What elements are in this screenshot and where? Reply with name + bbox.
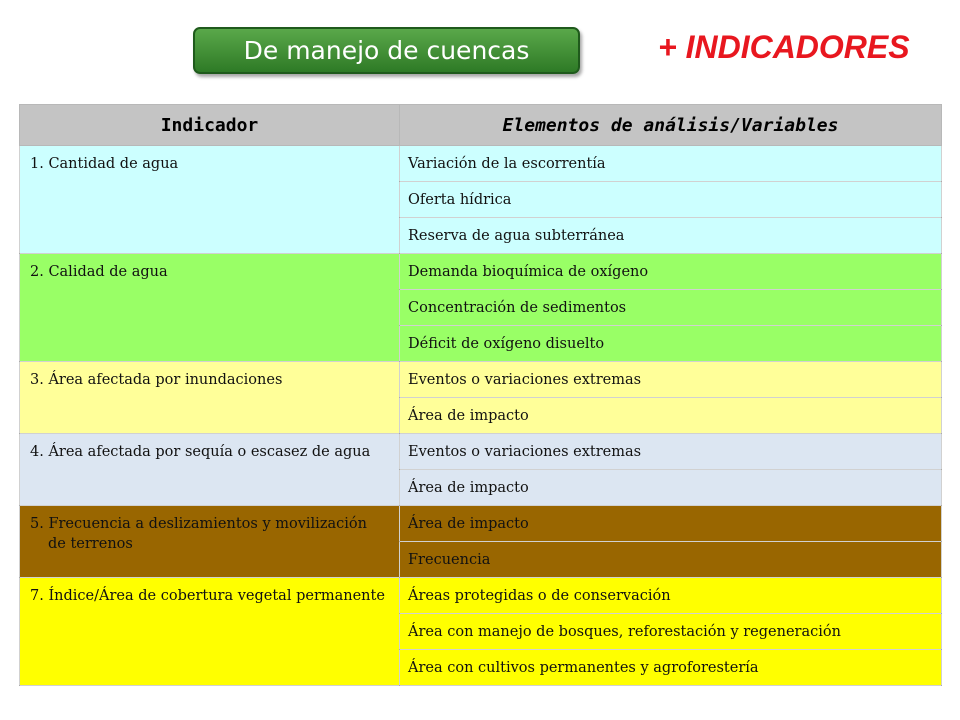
variable-cell: Área de impacto [400,398,942,434]
variable-cell: Eventos o variaciones extremas [400,362,942,398]
cuencas-button-label: De manejo de cuencas [243,36,530,65]
table-row [20,362,942,398]
variable-cell: Frecuencia [400,542,942,578]
variable-cell: Área con manejo de bosques, reforestación y regeneración [400,614,942,650]
variable-cell: Demanda bioquímica de oxígeno [400,254,942,290]
column-header-elementos: Elementos de análisis/Variables [400,105,942,146]
variable-cell: Área con cultivos permanentes y agroforestería [400,650,942,686]
indicator-group-3 [20,362,942,434]
indicator-group-7 [20,578,942,686]
table-row [20,254,942,290]
cuencas-button[interactable] [193,27,580,74]
indicator-cell: 1. Cantidad de agua [20,146,400,254]
variable-cell: Déficit de oxígeno disuelto [400,326,942,362]
variable-cell: Área de impacto [400,506,942,542]
variable-cell: Oferta hídrica [400,182,942,218]
table-row [20,146,942,182]
indicator-group-4 [20,434,942,506]
indicadores-headline: + INDICADORES [658,29,910,65]
indicator-cell: 4. Área afectada por sequía o escasez de agua [20,434,400,506]
table-row [20,434,942,470]
indicator-cell: 2. Calidad de agua [20,254,400,362]
table-header-row [20,105,942,146]
variable-cell: Eventos o variaciones extremas [400,434,942,470]
column-header-indicador: Indicador [20,105,400,146]
indicator-group-2 [20,254,942,362]
variable-cell: Concentración de sedimentos [400,290,942,326]
table-row [20,578,942,614]
indicators-table [19,104,942,686]
indicator-group-5 [20,506,942,578]
indicator-cell: 7. Índice/Área de cobertura vegetal permanente [20,578,400,686]
indicator-cell: 5. Frecuencia a deslizamientos y movilización de terrenos [20,506,400,578]
variable-cell: Áreas protegidas o de conservación [400,578,942,614]
variable-cell: Área de impacto [400,470,942,506]
table-row [20,506,942,542]
indicator-group-1 [20,146,942,254]
variable-cell: Reserva de agua subterránea [400,218,942,254]
variable-cell: Variación de la escorrentía [400,146,942,182]
indicator-cell: 3. Área afectada por inundaciones [20,362,400,434]
